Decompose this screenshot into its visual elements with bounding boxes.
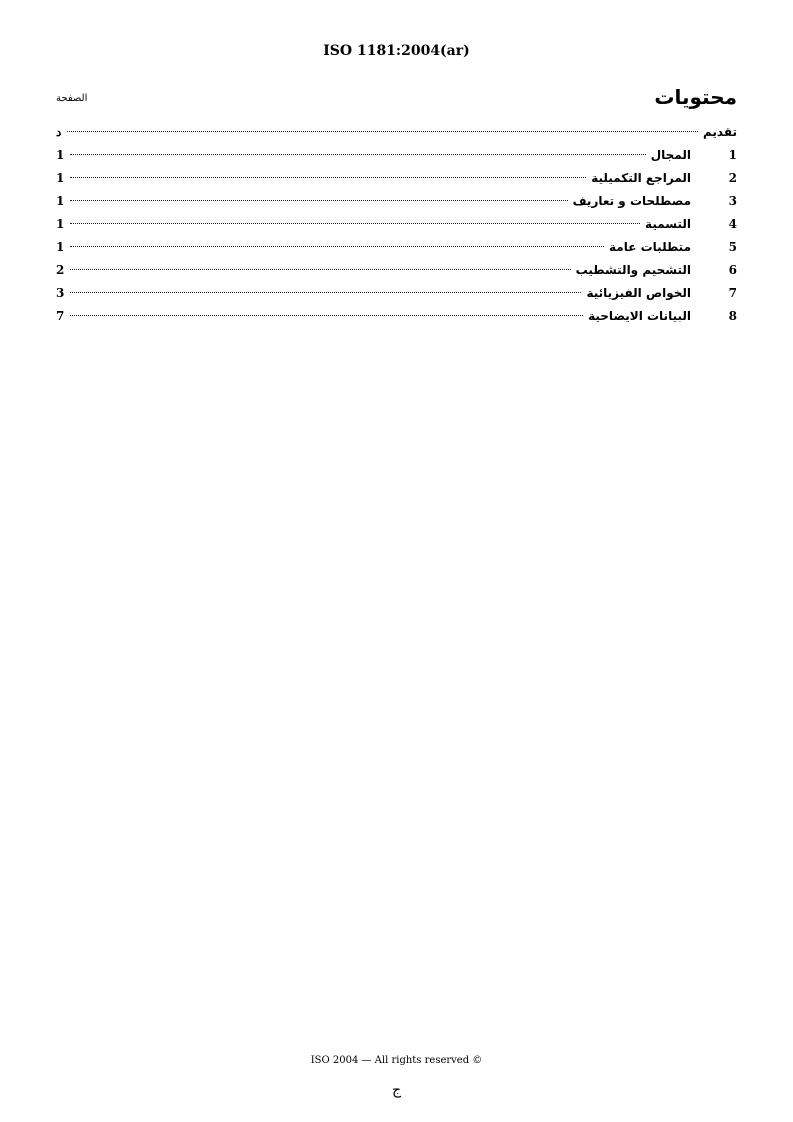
toc-entry-title: المجال — [650, 148, 691, 162]
toc-entry-4[interactable] — [56, 213, 737, 236]
toc-entry-title: التشحيم والتشطيب — [575, 263, 691, 277]
toc-entry-6[interactable] — [56, 259, 737, 282]
toc-entry-title: مصطلحات و تعاريف — [572, 194, 691, 208]
dot-leader — [70, 200, 567, 201]
toc-entry-page: 1 — [56, 194, 65, 208]
toc-entry-title: البيانات الايضاحية — [588, 309, 691, 323]
toc-entry-page: 1 — [56, 240, 65, 254]
toc-entry-page: 2 — [56, 263, 65, 277]
toc-entry-number: 8 — [728, 309, 737, 323]
toc-entry-page: د — [56, 125, 62, 139]
toc-entry-8[interactable] — [56, 305, 737, 328]
page-number: ج — [391, 1082, 402, 1098]
dot-leader — [70, 177, 586, 178]
dot-leader — [70, 246, 604, 247]
toc-entry-title: التسمية — [645, 217, 691, 231]
dot-leader — [70, 315, 583, 316]
toc-entry-7[interactable] — [56, 282, 737, 305]
toc-entry-title: تقديم — [703, 125, 737, 139]
toc-entry-page: 3 — [56, 286, 65, 300]
toc-entry-page: 1 — [56, 171, 65, 185]
toc-entry-page: 1 — [56, 217, 65, 231]
copyright-notice: ISO 2004 — All rights reserved © — [310, 1055, 483, 1066]
dot-leader — [70, 292, 581, 293]
toc-entry-number: 4 — [728, 217, 737, 231]
toc-entry-1[interactable] — [56, 144, 737, 167]
toc-entry-title: المراجع التكميلية — [591, 171, 691, 185]
toc-entry-title: متطلبات عامة — [609, 240, 691, 254]
document-header: ISO 1181:2004(ar) — [323, 43, 470, 59]
dot-leader — [67, 131, 698, 132]
toc-entry-number: 6 — [728, 263, 737, 277]
toc-entry-title: الخواص الفيزيائية — [586, 286, 691, 300]
toc-entry-number: 1 — [728, 148, 737, 162]
page-column-label: الصفحة — [56, 93, 88, 104]
toc-entry-foreword[interactable] — [56, 121, 737, 144]
toc-entry-page: 7 — [56, 309, 65, 323]
toc-entry-number: 7 — [728, 286, 737, 300]
toc-entry-number: 2 — [728, 171, 737, 185]
toc-entry-3[interactable] — [56, 190, 737, 213]
dot-leader — [70, 269, 570, 270]
table-of-contents — [56, 121, 737, 328]
toc-entry-number: 3 — [728, 194, 737, 208]
dot-leader — [70, 223, 640, 224]
toc-entry-5[interactable] — [56, 236, 737, 259]
toc-title: محتويات — [654, 85, 737, 109]
toc-entry-page: 1 — [56, 148, 65, 162]
dot-leader — [70, 154, 645, 155]
toc-entry-number: 5 — [728, 240, 737, 254]
toc-entry-2[interactable] — [56, 167, 737, 190]
